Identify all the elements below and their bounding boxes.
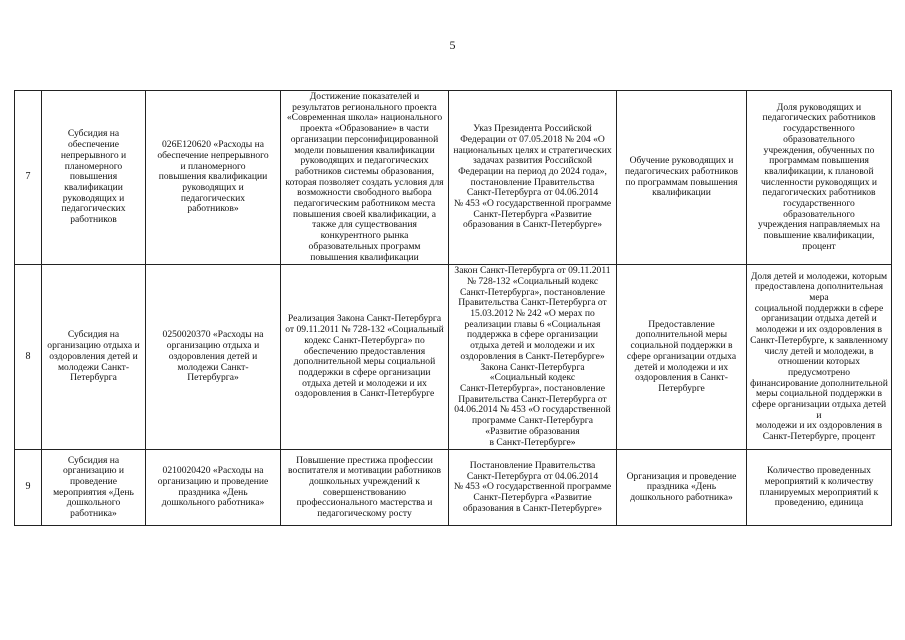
budget-code: 026E120620 «Расходы на обеспечение непрерывного и планомерного повышения квалификации руководящих и педагогических работников»	[146, 91, 281, 265]
expected-result: Предоставление дополнительной меры социальной поддержки в сфере организации отдыха детей и молодежи и их оздоровления в Санкт- Петербурге	[617, 265, 747, 450]
legal-basis: Закон Санкт-Петербурга от 09.11.2011 № 728-132 «Социальный кодекс Санкт-Петербурга», постановление Правительства Санкт-Петербурга от 15.03.2012 № 242 «О мерах по реализации главы 6 «Социальная поддержка в сфере организации отдыха детей и молодежи и их оздоровления в Санкт-Петербурге» Закона Санкт-Петербурга «Социальный кодекс Санкт-Петербурга», постановление Правительства Санкт-Петербурга от 04.06.2014 № 453 «О государственной программе Санкт-Петербурга «Развитие образования в Санкт-Петербурге»	[449, 265, 617, 450]
legal-basis: Постановление Правительства Санкт-Петербурга от 04.06.2014 № 453 «О государственной программе Санкт-Петербурга «Развитие образования в Санкт-Петербурге»	[449, 450, 617, 526]
budget-code: 0250020370 «Расходы на организацию отдыха и оздоровления детей и молодежи Санкт- Петербурга»	[146, 265, 281, 450]
row-number: 9	[15, 450, 42, 526]
subsidies-table	[14, 90, 892, 526]
subsidy-goal: Реализация Закона Санкт-Петербурга от 09.11.2011 № 728-132 «Социальный кодекс Санкт-Петербурга» по обеспечению предоставления дополнительной меры социальной поддержки в сфере организации отдыха детей и молодежи и их оздоровления в Санкт-Петербурге	[281, 265, 449, 450]
row-number: 7	[15, 91, 42, 265]
subsidy-name: Субсидия на организацию отдыха и оздоровления детей и молодежи Санкт- Петербурга	[42, 265, 146, 450]
subsidy-name: Субсидия на организацию и проведение мероприятия «День дошкольного работника»	[42, 450, 146, 526]
table-row	[15, 91, 892, 265]
expected-result: Обучение руководящих и педагогических работников по программам повышения квалификации	[617, 91, 747, 265]
row-number: 8	[15, 265, 42, 450]
subsidy-goal: Достижение показателей и результатов регионального проекта «Современная школа» национального проекта «Образование» в части организации персонифицированной модели повышения квалификации руководящих и педагогических работников системы образования, которая позволяет создать условия для возможности свободного выбора педагогическим работником места повышения своей квалификации, а также для существования конкурентного рынка образовательных программ повышения квалификации	[281, 91, 449, 265]
performance-indicator: Доля детей и молодежи, которым предоставлена дополнительная мера социальной поддержки в сфере организации отдыха детей и молодежи и их оздоровления в Санкт-Петербурге, к заявленному числу детей и молодежи, в отношении которых предусмотрено финансирование дополнительной меры социальной поддержки в сфере организации отдыха детей и молодежи и их оздоровления в Санкт-Петербурге, процент	[747, 265, 892, 450]
performance-indicator: Доля руководящих и педагогических работников государственного образовательного учреждения, обученных по программам повышения квалификации, к плановой численности руководящих и педагогических работников государственного образовательного учреждения направляемых на повышение квалификации, процент	[747, 91, 892, 265]
subsidy-name: Субсидия на обеспечение непрерывного и планомерного повышения квалификации руководящих и педагогических работников	[42, 91, 146, 265]
expected-result: Организация и проведение праздника «День дошкольного работника»	[617, 450, 747, 526]
table-row	[15, 265, 892, 450]
subsidy-goal: Повышение престижа профессии воспитателя и мотивации работников дошкольных учреждений к совершенствованию профессионального мастерства и педагогическому росту	[281, 450, 449, 526]
legal-basis: Указ Президента Российской Федерации от 07.05.2018 № 204 «О национальных целях и стратегических задачах развития Российской Федерации на период до 2024 года», постановление Правительства Санкт-Петербурга от 04.06.2014 № 453 «О государственной программе Санкт-Петербурга «Развитие образования в Санкт-Петербурге»	[449, 91, 617, 265]
performance-indicator: Количество проведенных мероприятий к количеству планируемых мероприятий к проведению, единица	[747, 450, 892, 526]
table-row	[15, 450, 892, 526]
page-number: 5	[449, 38, 456, 52]
budget-code: 0210020420 «Расходы на организацию и проведение праздника «День дошкольного работника»	[146, 450, 281, 526]
